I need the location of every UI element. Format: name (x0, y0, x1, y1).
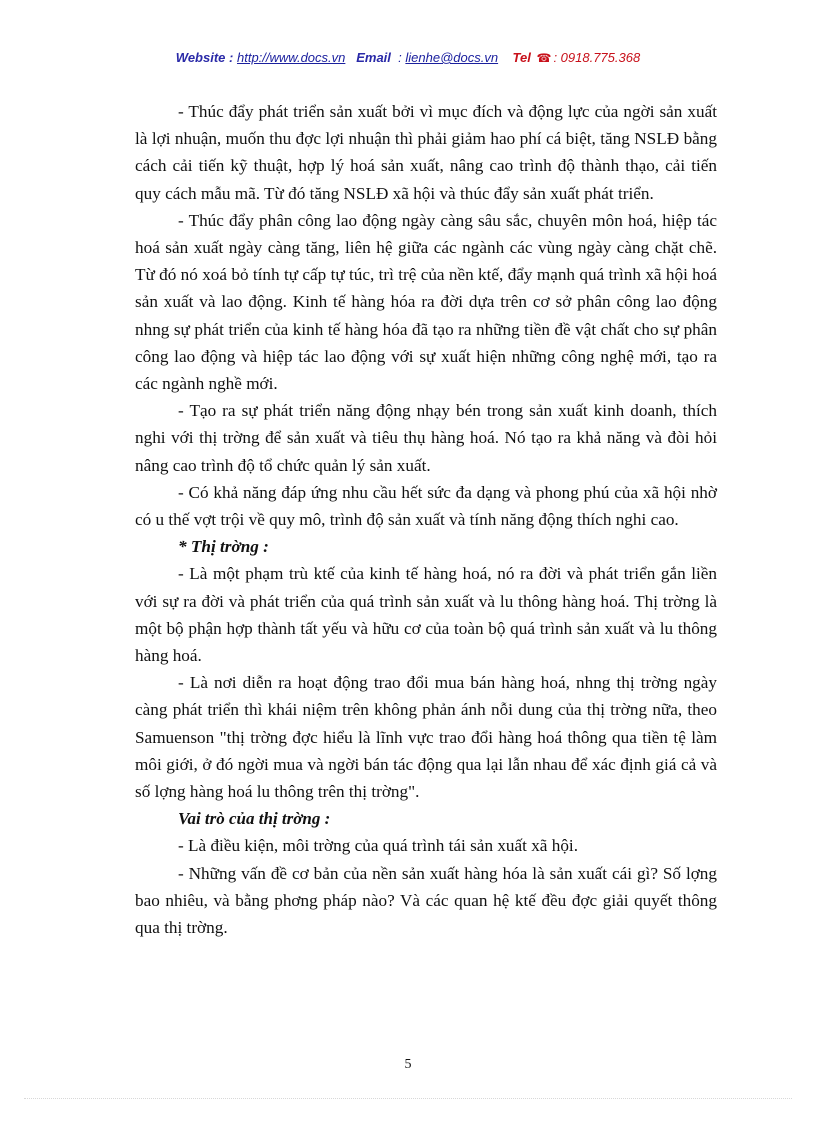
paragraph-5: - Là một phạm trù ktế của kinh tế hàng hoá, nó ra đời và phát triển gắn liền với sự ra đời và phát triển của quá trình sản xuất và lu thông hàng hoá. Thị trờng là một bộ phận hợp thành tất yếu và hữu cơ của toàn bộ quá trình sản xuất và lu thông hàng hoá. (135, 564, 717, 666)
paragraph-3: - Tạo ra sự phát triển năng động nhạy bén trong sản xuất kinh doanh, thích nghi với thị trờng để sản xuất và tiêu thụ hàng hoá. Nó tạo ra khả năng và đòi hỏi nâng cao trình độ tổ chức quản lý sản xuất. (135, 401, 717, 475)
section-subheading: Vai trò của thị trờng : (178, 809, 331, 829)
page-bottom-divider (24, 1098, 792, 1099)
paragraph-7: - Là điều kiện, môi trờng của quá trình tái sản xuất xã hội. (178, 836, 578, 856)
paragraph-8: - Những vấn đề cơ bản của nền sản xuất hàng hóa là sản xuất cái gì? Số lợng bao nhiêu, và bằng phơng pháp nào? Và các quan hệ ktế đều đợc giải quyết thông qua thị trờng. (135, 863, 717, 938)
email-link[interactable]: lienhe@docs.vn (405, 50, 499, 65)
page-number: 5 (404, 1057, 412, 1072)
section-heading: * Thị trờng : (178, 537, 269, 557)
website-link[interactable]: http://www.docs.vn (236, 50, 346, 65)
phone-number: : 0918.775.368 (553, 50, 641, 65)
paragraph-6: - Là nơi diễn ra hoạt động trao đổi mua bán hàng hoá, nhng thị trờng ngày càng phát triển thì khái niệm trên không phản ánh nỗi dung của thị trờng nữa, theo Samuenson "thị trờng đợc hiểu là lĩnh vực trao đổi hàng hoá thông qua tiền tệ làm môi giới, ở đó ngời mua và ngời bán tác động qua lại lẫn nhau để xác định giá cả và số lợng hàng hoá lu thông trên thị trờng". (135, 673, 717, 802)
email-label: Email (356, 50, 391, 65)
email-separator: : (398, 50, 402, 65)
tel-label: Tel (512, 50, 531, 65)
document-body (135, 98, 717, 941)
paragraph-1: - Thúc đẩy phát triển sản xuất bởi vì mục đích và động lực của ngời sản xuất là lợi nhuận, muốn thu đợc lợi nhuận thì phải giảm hao phí cá biệt, tăng NSLĐ bằng cách cải tiến kỹ thuật, hợp lý hoá sản xuất, nâng cao trình độ thành thạo, cải tiến quy cách mẫu mã. Từ đó tăng NSLĐ xã hội và thúc đẩy sản xuất phát triển. (135, 102, 717, 203)
website-label: Website : (175, 50, 234, 65)
paragraph-2: - Thúc đẩy phân công lao động ngày càng sâu sắc, chuyên môn hoá, hiệp tác hoá sản xuất ngày càng tăng, liên hệ giữa các ngành các vùng ngày càng chặt chẽ. Từ đó nó xoá bỏ tính tự cấp tự túc, trì trệ của nền ktế, đẩy mạnh quá trình xã hội hoá sản xuất và lao động. Kinh tế hàng hóa ra đời dựa trên cơ sở phân công lao động nhng sự phát triển của kinh tế hàng hóa đã tạo ra những tiền đề vật chất cho sự phân công lao động và hiệp tác lao động với sự xuất hiện những công nghệ mới, tạo ra các ngành nghề mới. (135, 210, 717, 394)
paragraph-4: - Có khả năng đáp ứng nhu cầu hết sức đa dạng và phong phú của xã hội nhờ có u thế vợt trội về quy mô, trình độ sản xuất và tính năng động thích nghi cao. (135, 482, 717, 530)
phone-icon: ☎ (536, 51, 552, 65)
page-header (0, 50, 816, 65)
